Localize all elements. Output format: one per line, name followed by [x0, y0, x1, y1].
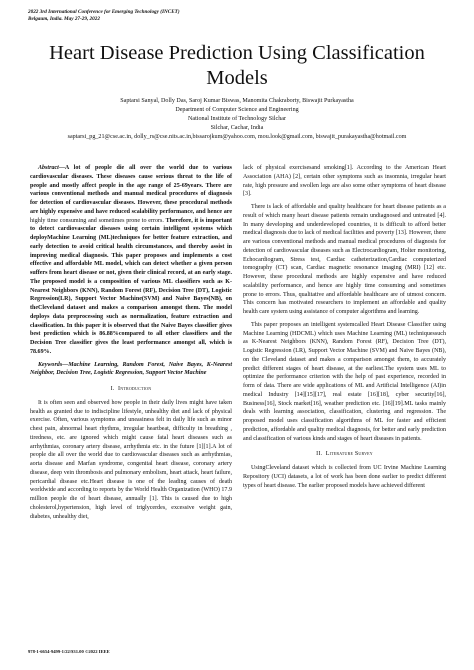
section-title: Literature Survey: [325, 451, 373, 458]
right-column: [243, 164, 446, 494]
abstract-text-continued: Therefore, it is important to detect cardiovascular diseases using certain intelligent systems which deployMachine Learning (ML)techniques for better feature extraction, and early detection to avoid critical health circumstances, and thereby assist in improving medical diagnosis. This paper proposes and implements a cost effective and affordable ML model, which can detect whether a given person suffers from heart disease or not, given their clinical record, at an early stage. The proposed model is a composition of various ML classifiers such as K-Nearest Neighbors (KNN), Random Forest (RF), Decision Tree (DT), Logistic Regression(LR), Support Vector Machine(SVM) and Naive Bayes(NB), on theCleveland dataset and makes a comparison amongst them. The model deploys data preprocessing such as normalization, feature extraction and classification. In this paper it is observed that the Naive Bayes classifier gives best prediction which is 86.88%compared to all other classifiers and the Decision Tree classifier gives the least performance amongst all, which is 78.69%.: [30, 217, 232, 355]
title-line-1: Heart Disease Prediction Using Classification: [49, 42, 425, 64]
section-title: Introduction: [118, 386, 152, 392]
author-block: [0, 97, 474, 142]
section-heading-introduction: [30, 385, 232, 394]
author-names: Saptarsi Sanyal, Dolly Das, Saroj Kumar Biswas, Manomita Chakraborty, Biswajit Purkayastha: [120, 98, 354, 104]
introduction-paragraph-2: There is lack of affordable and quality healthcare for heart disease patients as a result of which many heart disease patients remain undiagnosed and untreated [4]. In many developing and underdeveloped countries, it is difficult to afford better medical diagnosis due to lack of medical facilities and poverty [13]. However, there are various conventional methods and manual medical procedures of diagnosis for detection of cardiovascular diseases such as Electrocardiogram, Holter monitoring, Echocardiogram, Stress test, Cardiac catheterization,Cardiac computerized tomography (CT) scan, Cardiac magnetic resonance imaging (MRI) [12] etc. However, these procedural methods are highly expensive and have reduced scalability performance, and hence are highly time consuming and sometimes prone to errors. Thus, qualitative and affordable healthcare are of utmost concern. This concern has motivated researchers to implement an affordable and quality health care system using assistance of computer algorithms and learning.: [243, 204, 446, 315]
title-line-2: Models: [206, 67, 268, 89]
author-institute: National Institute of Technology Silchar: [188, 116, 286, 123]
abstract: [30, 164, 232, 357]
abstract-text: —A lot of people die all over the world due to various cardiovascular diseases. These diseases cause serious threat to the life of people and mostly affect people in the age range of 25-69years. There are various conventional methods and manual medical procedures of diagnosis for detection of cardiovascular diseases. However, these procedural methods are highly expensive and have reduced scalability performance, and hence are: [30, 165, 232, 215]
left-column: [30, 164, 232, 525]
conference-location-date: Belgaum, India. May 27-29, 2022: [28, 16, 100, 23]
introduction-paragraph-3: This paper proposes an intelligent systemcalled Heart Disease Classifier using Machine Learning (HDCML) which uses Machine Learning (ML) techniquessuch as K-Nearest Neighbors (KNN), Random Forest (RF), Decision Tree (DT), Logistic Regression (LR), Support Vector Machine (SVM) and Naive Bayes (NB), on the Cleveland dataset and makes a comparison amongst them, to accurately predict different stages of heart disease, at the earliest.The system uses ML to optimize the performance criterion with the help of past experience, recorded in form of data. There are wide applications of ML and Artificial Intelligence (AI)in medical Industry [14][15][17], real estate [16][18], cyber security[16], Business[16], Stock market[16], weather prediction etc. [16][19].ML tasks mainly deals with learning association, classification, clustering and regression. The proposed model uses classification algorithms of ML for faster and efficient prediction, affordable and quality medical diagnosis, for better and early prediction and classification of various kinds and stages of heart diseases in patients.: [243, 321, 446, 442]
keywords: [30, 361, 232, 379]
literature-survey-paragraph: UsingCleveland dataset which is collected from UC Irvine Machine Learning Repository (UCI) datasets, a lot of work has been done earlier to predict different types of heart disease. The earlier proposed models have achieved different: [243, 465, 446, 489]
conference-header: [28, 9, 180, 23]
keywords-text: —Machine Learning, Random Forest, Naive Bayes, K-Nearest Neighbor, Decision Tree, Logistic Regression, Support Vector Machine: [30, 361, 232, 377]
copyright-footer: 978-1-6654-9499-1/22/$31.00 ©2022 IEEE: [28, 649, 110, 654]
paper-title: [0, 41, 474, 91]
author-emails: saptarsi_pg_21@cse.ac.in, dolly_rs@cse.nits.ac.in,bissarojkum@yahoo.com, mou.look@gmail.com, biswajit_purakayastha@hotmail.com: [67, 134, 407, 141]
author-location: Silchar, Cachar, India: [210, 125, 264, 132]
section-number: I.: [110, 386, 115, 392]
abstract-text-plain: highly time consuming and sometimes prone to errors.: [30, 217, 164, 224]
introduction-paragraph: It is often seen and observed how people in their daily lives might have taken health as granted due to indiscipline lifestyle, unhealthy diet and lack of physical exercise. Often, various symptoms and uneasiness felt in daily life such as minor chest pain, abnormal heart rhythms, irregular heartbeat, difficulty in breathing , tiredness, etc. are ignored which might cause fatal heart diseases such as arrhythmias, coronary artery disease, arrhythmia etc. in the future [1][1].A lot of people die all over the world due to cardiovascular diseases such as arrhythmias, aorta disease and Marfan syndrome, congenital heart disease, coronary artery disease, deep vein thrombosis and pulmonary embolism, heart attack, heart failure, pericardial disease etc.Heart disease is one of the leading causes of death worldwide and according to reports by the World Health Organization (WHO) 17.9 million people die of heart disease, annually [1]. This is caused due to high cholesterol,hypertension, high level of triglycerdes, excessive weight gain, diabetes, unhealthy diet,: [30, 399, 232, 520]
section-heading-literature-survey: [243, 450, 446, 459]
keywords-label: Keywords: [38, 361, 63, 368]
author-department: Department of Computer Science and Engineering: [175, 107, 299, 114]
section-number: II.: [316, 451, 323, 458]
abstract-label: Abstract: [38, 165, 59, 171]
conference-name: 2022 3rd International Conference for Emerging Technology (INCET): [28, 9, 180, 15]
introduction-paragraph-continued: lack of physical exercisesand smoking[1]. According to the American Heart Association (AHA) [2], certain other symptoms such as insomnia, irregular heart rate, high pressure and swollen legs are also some other symptoms of heart disease [3].: [243, 165, 446, 198]
